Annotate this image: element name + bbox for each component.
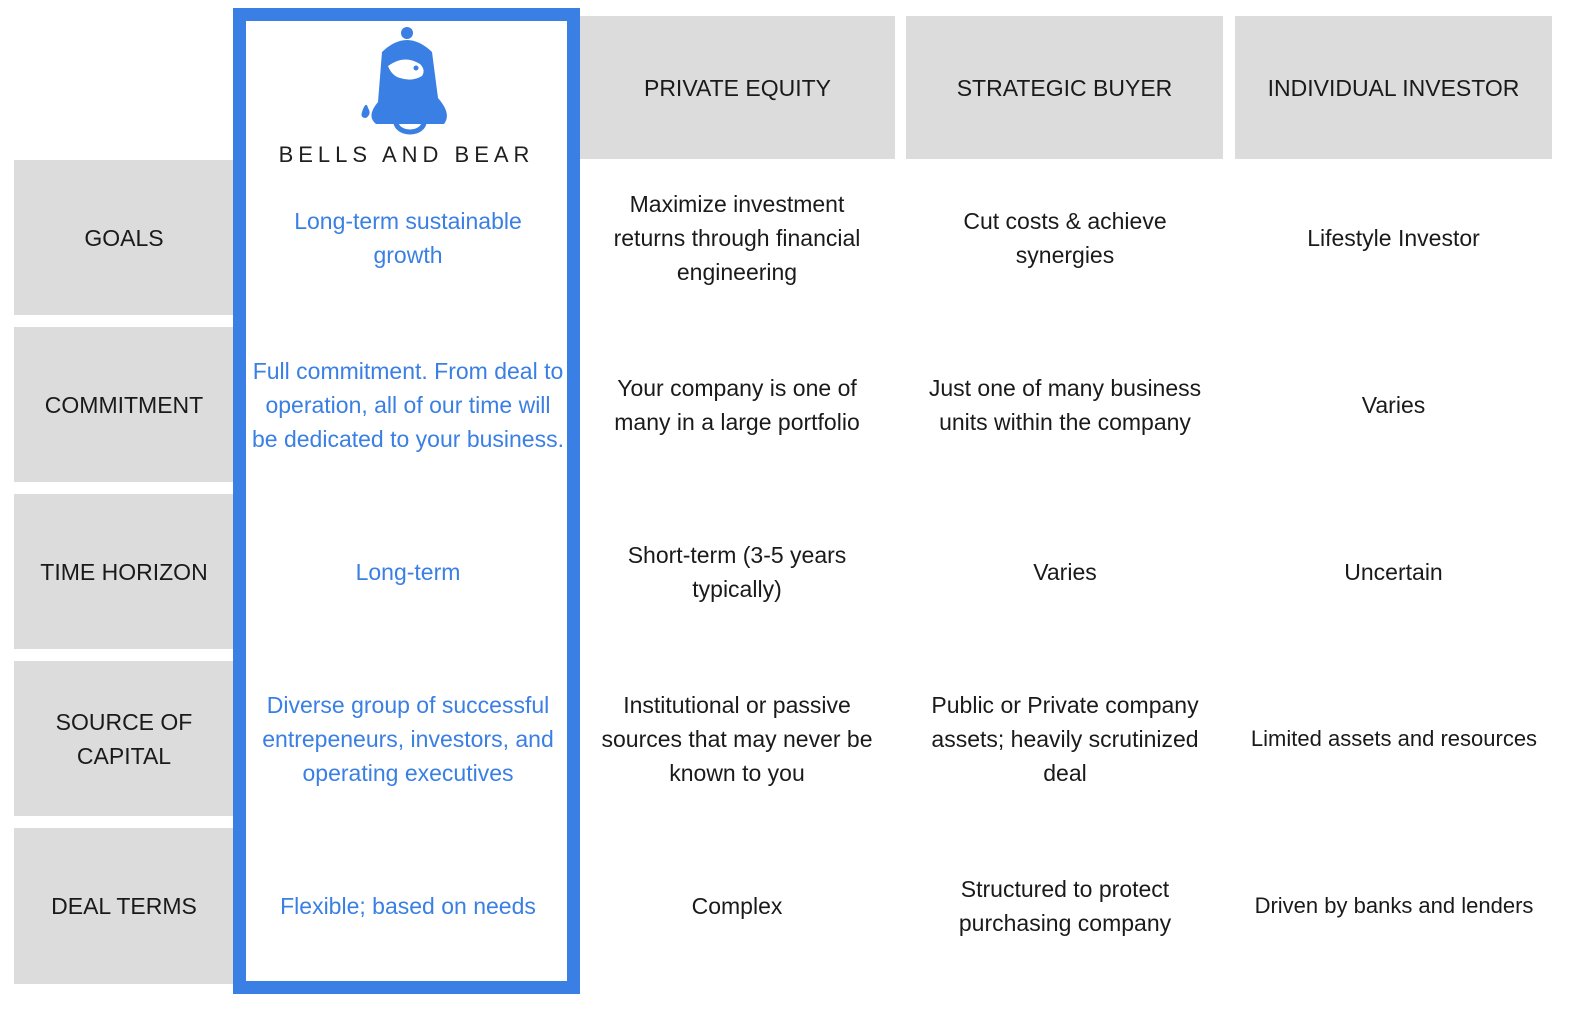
brand-logo xyxy=(246,20,567,170)
ii-commitment-cell xyxy=(1235,327,1552,482)
row-header-label: COMMITMENT xyxy=(44,391,204,418)
row-header-deal-terms xyxy=(14,828,234,984)
column-header-label: PRIVATE EQUITY xyxy=(643,74,831,101)
cell-text: Lifestyle Investor xyxy=(1307,224,1480,251)
cell-text: Maximize investment returns through financial engineering xyxy=(613,190,861,285)
bb-commitment-cell xyxy=(250,327,566,482)
row-header-label: GOALS xyxy=(84,224,164,251)
cell-text: Varies xyxy=(1361,391,1426,418)
brand-name: BELLS AND BEAR xyxy=(278,142,535,167)
sb-source-of-capital-cell xyxy=(914,661,1216,816)
cell-text: Structured to protect purchasing company xyxy=(958,876,1172,936)
cell-text: Your company is one of many in a large portfolio xyxy=(614,374,860,435)
bb-goals-cell xyxy=(250,160,566,315)
column-header-individual-investor xyxy=(1235,16,1552,159)
column-header-private-equity xyxy=(580,16,895,159)
cell-text: Limited assets and resources xyxy=(1250,725,1538,751)
sb-deal-terms-cell xyxy=(914,828,1216,984)
bb-time-horizon-cell xyxy=(250,494,566,649)
pe-deal-terms-cell xyxy=(592,828,882,984)
ii-deal-terms-cell xyxy=(1232,828,1556,984)
cell-text: Driven by banks and lenders xyxy=(1254,893,1534,918)
cell-text: Diverse group of successful entrepeneurs, investors, and operating executives xyxy=(262,691,554,786)
cell-text: Long-term xyxy=(355,558,461,585)
row-header-goals xyxy=(14,160,234,315)
ii-source-of-capital-cell xyxy=(1232,661,1556,816)
column-header-label: STRATEGIC BUYER xyxy=(956,74,1173,101)
bb-deal-terms-cell xyxy=(250,828,566,984)
row-header-commitment xyxy=(14,327,234,482)
row-header-label: SOURCE OF CAPITAL xyxy=(55,708,193,769)
cell-text: Uncertain xyxy=(1344,558,1443,585)
row-header-label: DEAL TERMS xyxy=(51,893,197,919)
sb-commitment-cell xyxy=(914,327,1216,482)
cell-text: Just one of many business units within the company xyxy=(928,374,1202,435)
cell-text: Public or Private company assets; heavily scrutinized deal xyxy=(931,691,1199,786)
pe-time-horizon-cell xyxy=(592,494,882,649)
cell-text: Complex xyxy=(691,893,783,919)
cell-text: Flexible; based on needs xyxy=(280,893,536,919)
pe-commitment-cell xyxy=(592,327,882,482)
sb-goals-cell xyxy=(914,160,1216,315)
cell-text: Long-term sustainable growth xyxy=(294,207,522,268)
row-header-label: TIME HORIZON xyxy=(40,558,208,585)
cell-text: Institutional or passive sources that may never be known to you xyxy=(601,691,873,786)
column-header-label: INDIVIDUAL INVESTOR xyxy=(1267,74,1520,101)
pe-source-of-capital-cell xyxy=(588,661,886,816)
row-header-time-horizon xyxy=(14,494,234,649)
ii-goals-cell xyxy=(1235,160,1552,315)
cell-text: Varies xyxy=(1033,558,1097,585)
bell-bear-icon xyxy=(352,24,462,136)
sb-time-horizon-cell xyxy=(914,494,1216,649)
ii-time-horizon-cell xyxy=(1235,494,1552,649)
cell-text: Cut costs & achieve synergies xyxy=(963,207,1167,268)
bb-source-of-capital-cell xyxy=(250,661,566,816)
cell-text: Full commitment. From deal to operation, all of our time will be dedicated to your business. xyxy=(252,357,564,452)
row-header-source-of-capital xyxy=(14,661,234,816)
cell-text: Short-term (3-5 years typically) xyxy=(627,541,847,602)
column-header-strategic-buyer xyxy=(906,16,1223,159)
pe-goals-cell xyxy=(592,160,882,315)
